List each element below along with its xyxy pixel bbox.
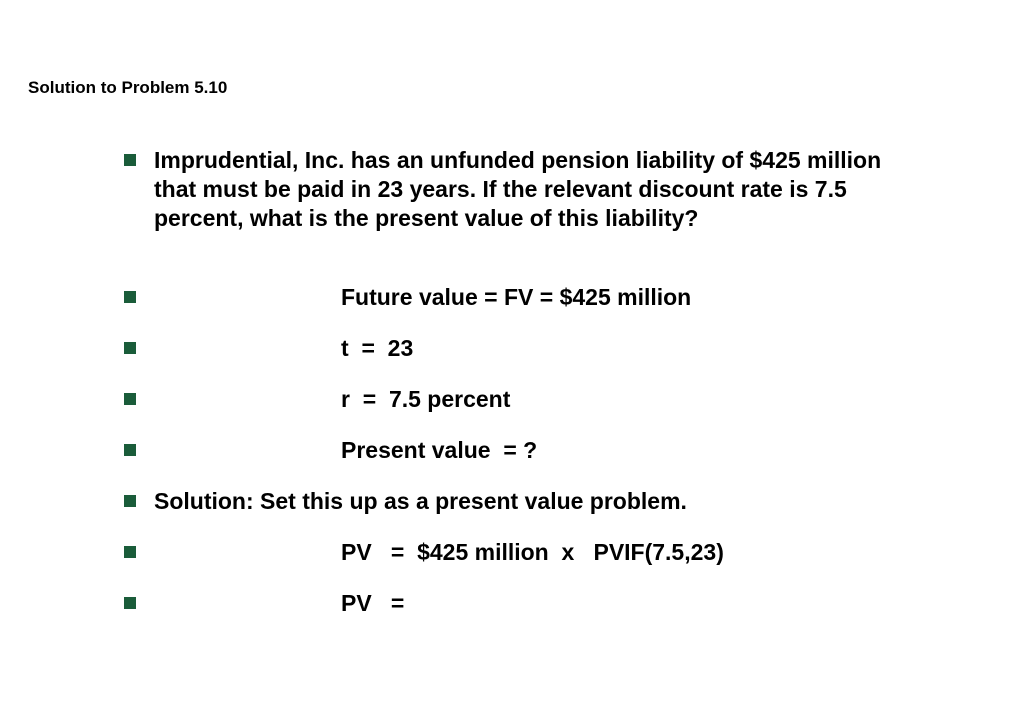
slide-title: Solution to Problem 5.10 xyxy=(28,78,228,97)
square-bullet-icon xyxy=(124,597,136,609)
future-value-text: Future value = FV = $425 million xyxy=(341,284,692,310)
present-value-text: Present value = ? xyxy=(341,437,538,463)
problem-statement-text: Imprudential, Inc. has an unfunded pension liability of $425 million that must be paid in 23 years. If the relevant discount rate is 7.5 percent, what is the present value of this liability? xyxy=(154,147,882,231)
square-bullet-icon xyxy=(124,393,136,405)
square-bullet-icon xyxy=(124,495,136,507)
square-bullet-icon xyxy=(124,342,136,354)
solution-text: Solution: Set this up as a present value problem. xyxy=(154,488,687,514)
square-bullet-icon xyxy=(124,546,136,558)
square-bullet-icon xyxy=(124,444,136,456)
pv-formula-text: PV = $425 million x PVIF(7.5,23) xyxy=(341,539,724,565)
rate-text: r = 7.5 percent xyxy=(341,386,511,412)
pv-result-text: PV = xyxy=(341,590,405,616)
square-bullet-icon xyxy=(124,154,136,166)
time-text: t = 23 xyxy=(341,335,414,361)
square-bullet-icon xyxy=(124,291,136,303)
